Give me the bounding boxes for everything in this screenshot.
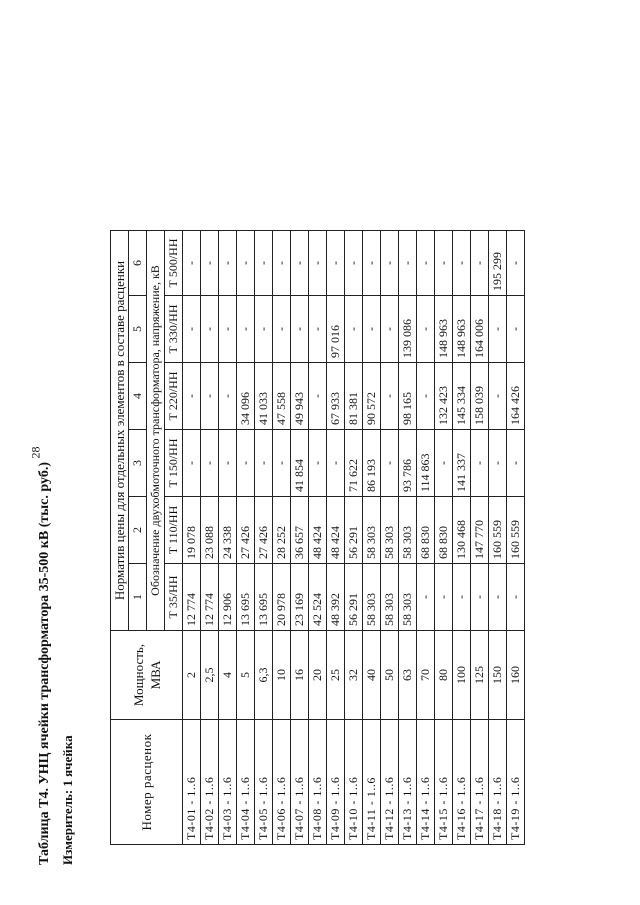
price-cell: 160 559	[489, 497, 507, 564]
header-transformer-type: Т 220/НН	[165, 363, 183, 430]
price-cell: -	[417, 564, 435, 631]
price-cell: 47 558	[273, 363, 291, 430]
rate-code-cell: Т4-14 - 1..6	[417, 720, 435, 845]
price-cell: -	[237, 231, 255, 296]
price-cell: -	[453, 564, 471, 631]
price-cell: -	[309, 430, 327, 497]
table-row	[435, 231, 453, 845]
price-cell: 68 830	[435, 497, 453, 564]
price-cell: 41 033	[255, 363, 273, 430]
rate-code-cell: Т4-15 - 1..6	[435, 720, 453, 845]
table-row	[327, 231, 345, 845]
price-cell: -	[435, 430, 453, 497]
header-code: Номер расценок	[111, 720, 183, 845]
header-norm: Норматив цены для отдельных элементов в составе расценки	[111, 231, 129, 631]
table-row	[363, 231, 381, 845]
header-col-number: 3	[129, 430, 147, 497]
header-col-number: 2	[129, 497, 147, 564]
power-cell: 80	[435, 631, 453, 720]
price-cell: 145 334	[453, 363, 471, 430]
header-transformer-type: Т 150/НН	[165, 430, 183, 497]
power-cell: 2,5	[201, 631, 219, 720]
price-cell: 86 193	[363, 430, 381, 497]
price-cell: -	[471, 231, 489, 296]
price-cell: 34 096	[237, 363, 255, 430]
price-cell: -	[201, 231, 219, 296]
price-cell: -	[399, 231, 417, 296]
price-cell: -	[309, 363, 327, 430]
rate-code-cell: Т4-16 - 1..6	[453, 720, 471, 845]
price-cell: -	[381, 363, 399, 430]
price-cell: 90 572	[363, 363, 381, 430]
price-cell: 67 933	[327, 363, 345, 430]
price-cell: -	[381, 296, 399, 363]
price-cell: -	[381, 231, 399, 296]
rate-code-cell: Т4-01 - 1..6	[183, 720, 201, 845]
price-cell: -	[435, 564, 453, 631]
price-cell: -	[507, 430, 525, 497]
price-cell: -	[489, 430, 507, 497]
price-cell: -	[507, 231, 525, 296]
price-cell: 71 622	[345, 430, 363, 497]
price-cell: 114 863	[417, 430, 435, 497]
rate-code-cell: Т4-07 - 1..6	[291, 720, 309, 845]
price-cell: -	[255, 231, 273, 296]
price-cell: 56 291	[345, 564, 363, 631]
price-cell: 132 423	[435, 363, 453, 430]
price-cell: 41 854	[291, 430, 309, 497]
price-cell: -	[273, 231, 291, 296]
power-cell: 100	[453, 631, 471, 720]
price-cell: 27 426	[237, 497, 255, 564]
price-cell: 23 169	[291, 564, 309, 631]
price-cell: 36 657	[291, 497, 309, 564]
price-cell: 58 303	[399, 497, 417, 564]
power-cell: 50	[381, 631, 399, 720]
table-row	[471, 231, 489, 845]
price-cell: -	[201, 363, 219, 430]
price-cell: -	[201, 296, 219, 363]
table-row	[381, 231, 399, 845]
price-cell: -	[237, 296, 255, 363]
rate-code-cell: Т4-10 - 1..6	[345, 720, 363, 845]
rate-code-cell: Т4-05 - 1..6	[255, 720, 273, 845]
power-cell: 5	[237, 631, 255, 720]
table-meter: Измеритель: 1 ячейка	[60, 735, 75, 865]
power-cell: 63	[399, 631, 417, 720]
price-cell: 98 165	[399, 363, 417, 430]
price-cell: 58 303	[363, 497, 381, 564]
price-cell: 13 695	[237, 564, 255, 631]
price-cell: 48 424	[309, 497, 327, 564]
power-cell: 6,3	[255, 631, 273, 720]
price-cell: -	[489, 296, 507, 363]
price-table	[110, 230, 525, 845]
header-col-number: 4	[129, 363, 147, 430]
power-cell: 20	[309, 631, 327, 720]
rate-code-cell: Т4-19 - 1..6	[507, 720, 525, 845]
page-number: 28	[28, 446, 43, 459]
power-cell: 160	[507, 631, 525, 720]
price-cell: 158 039	[471, 363, 489, 430]
price-cell: 58 303	[381, 564, 399, 631]
price-cell: 48 424	[327, 497, 345, 564]
table-row	[219, 231, 237, 845]
price-cell: -	[183, 363, 201, 430]
price-cell: -	[219, 430, 237, 497]
header-power: Мощность, МВА	[111, 631, 183, 720]
table-row	[399, 231, 417, 845]
price-cell: 23 088	[201, 497, 219, 564]
price-cell: -	[471, 564, 489, 631]
price-cell: -	[183, 231, 201, 296]
price-cell: 12 774	[183, 564, 201, 631]
rate-code-cell: Т4-06 - 1..6	[273, 720, 291, 845]
price-cell: -	[417, 231, 435, 296]
table-row	[273, 231, 291, 845]
price-cell: 48 392	[327, 564, 345, 631]
price-cell: 42 524	[309, 564, 327, 631]
price-cell: 58 303	[363, 564, 381, 631]
price-cell: 12 906	[219, 564, 237, 631]
rate-code-cell: Т4-03 - 1..6	[219, 720, 237, 845]
price-cell: -	[345, 296, 363, 363]
price-cell: 56 291	[345, 497, 363, 564]
price-cell: 141 337	[453, 430, 471, 497]
rate-code-cell: Т4-12 - 1..6	[381, 720, 399, 845]
power-cell: 40	[363, 631, 381, 720]
table-row	[345, 231, 363, 845]
rate-code-cell: Т4-09 - 1..6	[327, 720, 345, 845]
power-cell: 2	[183, 631, 201, 720]
rate-code-cell: Т4-04 - 1..6	[237, 720, 255, 845]
price-cell: 58 303	[381, 497, 399, 564]
price-cell: -	[291, 231, 309, 296]
price-cell: -	[219, 296, 237, 363]
header-transformer-type: Т 110/НН	[165, 497, 183, 564]
header-col-number: 1	[129, 564, 147, 631]
price-cell: -	[237, 430, 255, 497]
price-cell: 27 426	[255, 497, 273, 564]
price-cell: 164 006	[471, 296, 489, 363]
price-cell: -	[273, 430, 291, 497]
price-cell: -	[255, 296, 273, 363]
price-cell: 195 299	[489, 231, 507, 296]
price-cell: -	[363, 296, 381, 363]
document-header	[36, 35, 76, 865]
price-cell: -	[183, 296, 201, 363]
price-cell: 139 086	[399, 296, 417, 363]
price-cell: -	[507, 296, 525, 363]
rate-code-cell: Т4-02 - 1..6	[201, 720, 219, 845]
price-cell: -	[183, 430, 201, 497]
price-cell: 97 016	[327, 296, 345, 363]
price-cell: -	[489, 564, 507, 631]
header-transformer-type: Т 330/НН	[165, 296, 183, 363]
table-row	[489, 231, 507, 845]
rate-code-cell: Т4-11 - 1..6	[363, 720, 381, 845]
price-cell: -	[219, 363, 237, 430]
price-cell: 148 963	[435, 296, 453, 363]
price-cell: 93 786	[399, 430, 417, 497]
header-transformer-type: Т 35/НН	[165, 564, 183, 631]
rate-code-cell: Т4-17 - 1..6	[471, 720, 489, 845]
table-row	[453, 231, 471, 845]
price-cell: -	[291, 296, 309, 363]
price-cell: -	[219, 231, 237, 296]
price-cell: 147 770	[471, 497, 489, 564]
power-cell: 25	[327, 631, 345, 720]
price-cell: 148 963	[453, 296, 471, 363]
price-cell: 68 830	[417, 497, 435, 564]
power-cell: 70	[417, 631, 435, 720]
table-row	[183, 231, 201, 845]
rate-code-cell: Т4-18 - 1..6	[489, 720, 507, 845]
table-row	[309, 231, 327, 845]
power-cell: 125	[471, 631, 489, 720]
power-cell: 16	[291, 631, 309, 720]
table-row	[417, 231, 435, 845]
price-cell: 130 468	[453, 497, 471, 564]
price-cell: -	[363, 231, 381, 296]
price-cell: -	[381, 430, 399, 497]
price-cell: -	[255, 430, 273, 497]
price-cell: -	[201, 430, 219, 497]
price-cell: 28 252	[273, 497, 291, 564]
price-cell: -	[345, 231, 363, 296]
table-row	[507, 231, 525, 845]
price-cell: -	[309, 296, 327, 363]
rate-code-cell: Т4-13 - 1..6	[399, 720, 417, 845]
price-cell: -	[327, 231, 345, 296]
price-cell: -	[309, 231, 327, 296]
price-cell: 24 338	[219, 497, 237, 564]
price-cell: 160 559	[507, 497, 525, 564]
price-cell: 13 695	[255, 564, 273, 631]
table-row	[255, 231, 273, 845]
price-cell: -	[471, 430, 489, 497]
price-cell: 20 978	[273, 564, 291, 631]
header-col-number: 6	[129, 231, 147, 296]
price-cell: -	[273, 296, 291, 363]
header-designation: Обозначение двухобмоточного трансформатора, напряжение, кВ	[147, 231, 165, 631]
table-body	[183, 231, 525, 845]
price-cell: 12 774	[201, 564, 219, 631]
price-cell: 49 943	[291, 363, 309, 430]
price-cell: 19 078	[183, 497, 201, 564]
table-row	[291, 231, 309, 845]
power-cell: 32	[345, 631, 363, 720]
price-cell: -	[435, 231, 453, 296]
power-cell: 150	[489, 631, 507, 720]
price-cell: -	[417, 296, 435, 363]
header-col-number: 5	[129, 296, 147, 363]
price-cell: -	[327, 430, 345, 497]
price-cell: -	[489, 363, 507, 430]
price-cell: -	[453, 231, 471, 296]
table-title: Таблица Т4. УНЦ ячейки трансформатора 35-500 кВ (тыс. руб.)	[37, 462, 52, 865]
price-cell: 164 426	[507, 363, 525, 430]
price-cell: 81 381	[345, 363, 363, 430]
table-row	[201, 231, 219, 845]
price-cell: -	[417, 363, 435, 430]
header-transformer-type: Т 500/НН	[165, 231, 183, 296]
power-cell: 10	[273, 631, 291, 720]
table-row	[237, 231, 255, 845]
price-cell: -	[507, 564, 525, 631]
rate-code-cell: Т4-08 - 1..6	[309, 720, 327, 845]
price-cell: 58 303	[399, 564, 417, 631]
power-cell: 4	[219, 631, 237, 720]
